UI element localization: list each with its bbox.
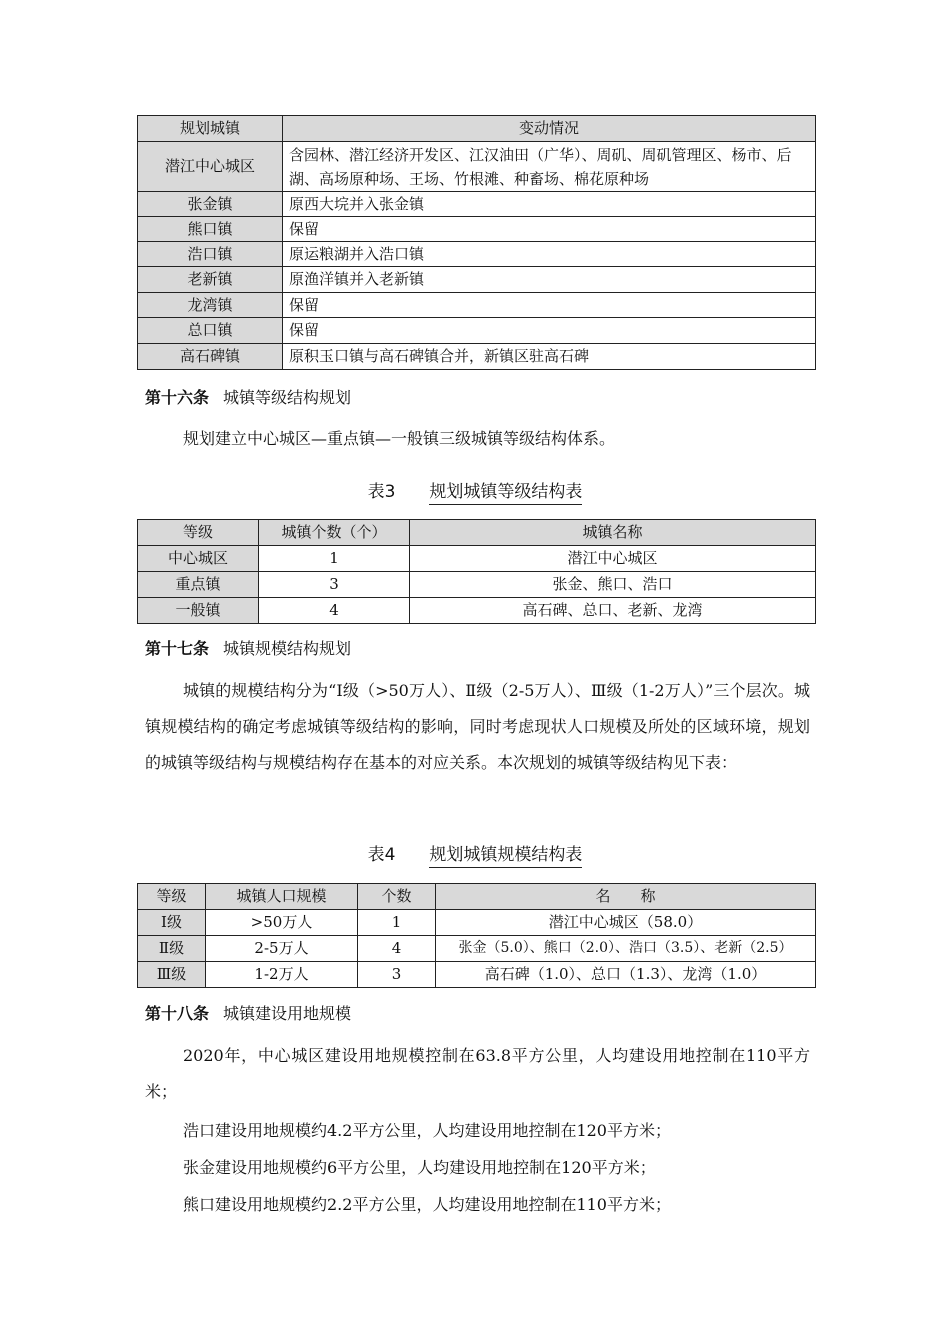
table-row	[138, 318, 816, 344]
table-row	[138, 936, 816, 962]
article-17-heading	[145, 636, 351, 659]
names-cell: 潜江中心城区	[410, 546, 816, 572]
article-16-paragraph: 规划建立中心城区—重点镇—一般镇三级城镇等级结构体系。	[183, 429, 616, 448]
table-row	[138, 572, 816, 598]
table-title: 规划城镇等级结构表	[429, 482, 582, 505]
table-number: 表3	[367, 482, 396, 502]
table-3-caption	[0, 477, 950, 502]
table-row	[138, 217, 816, 242]
count-cell: 1	[358, 910, 436, 936]
table-header-row	[138, 884, 816, 910]
town-hierarchy-table	[137, 519, 816, 624]
table-number: 表4	[367, 845, 396, 865]
count-cell: 4	[259, 598, 410, 624]
population-cell: 2-5万人	[206, 936, 358, 962]
table-row	[138, 962, 816, 988]
table-row	[138, 267, 816, 293]
table-row	[138, 242, 816, 267]
article-title: 城镇建设用地规模	[223, 1004, 352, 1023]
count-cell: 3	[358, 962, 436, 988]
town-changes-table	[137, 115, 816, 370]
level-cell: 重点镇	[138, 572, 259, 598]
town-cell: 张金镇	[138, 192, 283, 217]
town-cell: 老新镇	[138, 267, 283, 293]
table-header-row	[138, 520, 816, 546]
town-cell: 高石碑镇	[138, 344, 283, 370]
table-4-caption	[0, 840, 950, 865]
change-cell: 原积玉口镇与高石碑镇合并，新镇区驻高石碑	[283, 344, 816, 370]
names-cell: 高石碑（1.0）、总口（1.3）、龙湾（1.0）	[436, 962, 816, 988]
article-title: 城镇等级结构规划	[223, 388, 352, 407]
article-label: 第十八条	[145, 1004, 210, 1023]
town-cell: 龙湾镇	[138, 293, 283, 318]
header-cell: 城镇人口规模	[206, 884, 358, 910]
table-row	[138, 546, 816, 572]
article-18-paragraph: 2020年，中心城区建设用地规模控制在63.8平方公里，人均建设用地控制在110平方米；	[145, 1046, 810, 1101]
article-label: 第十七条	[145, 639, 210, 658]
level-cell: Ⅲ级	[138, 962, 206, 988]
change-cell: 保留	[283, 318, 816, 344]
town-cell: 潜江中心城区	[138, 142, 283, 192]
article-title: 城镇规模结构规划	[223, 639, 352, 658]
names-cell: 高石碑、总口、老新、龙湾	[410, 598, 816, 624]
town-scale-table	[137, 883, 816, 988]
change-cell: 保留	[283, 217, 816, 242]
table-title: 规划城镇规模结构表	[429, 845, 582, 868]
level-cell: Ⅰ级	[138, 910, 206, 936]
table-header-row	[138, 116, 816, 142]
table-row	[138, 344, 816, 370]
count-cell: 4	[358, 936, 436, 962]
town-cell: 熊口镇	[138, 217, 283, 242]
article-18-paragraph: 浩口建设用地规模约4.2平方公里，人均建设用地控制在120平方米；	[183, 1121, 671, 1140]
header-cell: 等级	[138, 884, 206, 910]
town-cell: 浩口镇	[138, 242, 283, 267]
names-cell: 张金、熊口、浩口	[410, 572, 816, 598]
change-cell: 原西大垸并入张金镇	[283, 192, 816, 217]
level-cell: 一般镇	[138, 598, 259, 624]
header-cell: 变动情况	[283, 116, 816, 142]
level-cell: Ⅱ级	[138, 936, 206, 962]
article-17-paragraph: 城镇的规模结构分为“Ⅰ级（>50万人）、Ⅱ级（2-5万人）、Ⅲ级（1-2万人）”三个层次。城镇规模结构的确定考虑城镇等级结构的影响，同时考虑现状人口规模及所处的区域环境，规划的城镇等级结构与规模结构存在基本的对应关系。本次规划的城镇等级结构见下表：	[145, 681, 810, 772]
table-row	[138, 598, 816, 624]
header-cell: 城镇个数（个）	[259, 520, 410, 546]
article-18-paragraph: 张金建设用地规模约6平方公里，人均建设用地控制在120平方米；	[183, 1158, 656, 1177]
change-cell: 原渔洋镇并入老新镇	[283, 267, 816, 293]
header-cell: 个数	[358, 884, 436, 910]
names-cell: 张金（5.0）、熊口（2.0）、浩口（3.5）、老新（2.5）	[436, 936, 816, 962]
header-cell: 城镇名称	[410, 520, 816, 546]
header-cell: 等级	[138, 520, 259, 546]
table-row	[138, 192, 816, 217]
count-cell: 3	[259, 572, 410, 598]
change-cell: 保留	[283, 293, 816, 318]
count-cell: 1	[259, 546, 410, 572]
table-row	[138, 142, 816, 192]
change-cell: 含园林、潜江经济开发区、江汉油田（广华）、周矶、周矶管理区、杨市、后湖、高场原种场、王场、竹根滩、种畜场、棉花原种场	[283, 142, 816, 192]
table-row	[138, 910, 816, 936]
article-18-heading	[145, 1001, 351, 1024]
table-row	[138, 293, 816, 318]
population-cell: >50万人	[206, 910, 358, 936]
change-cell: 原运粮湖并入浩口镇	[283, 242, 816, 267]
level-cell: 中心城区	[138, 546, 259, 572]
town-cell: 总口镇	[138, 318, 283, 344]
names-cell: 潜江中心城区（58.0）	[436, 910, 816, 936]
article-label: 第十六条	[145, 388, 210, 407]
population-cell: 1-2万人	[206, 962, 358, 988]
article-16-heading	[145, 385, 351, 408]
header-cell: 规划城镇	[138, 116, 283, 142]
article-18-paragraph: 熊口建设用地规模约2.2平方公里，人均建设用地控制在110平方米；	[183, 1195, 671, 1214]
header-cell: 名 称	[436, 884, 816, 910]
